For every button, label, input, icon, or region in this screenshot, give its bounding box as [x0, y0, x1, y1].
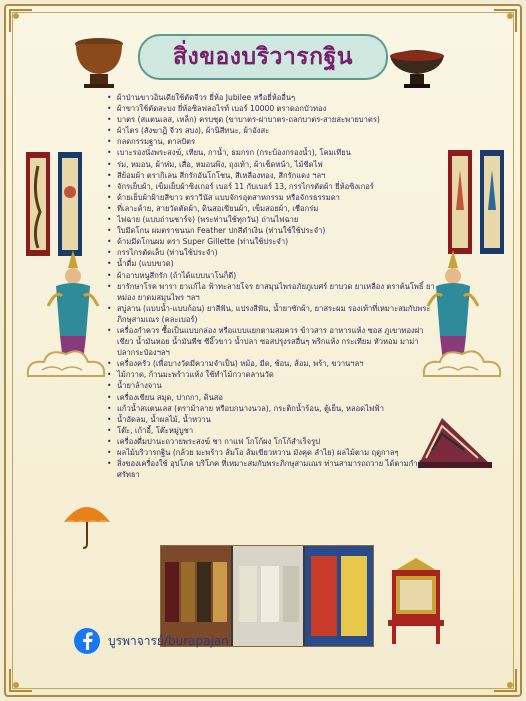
list-item: • จักรเย็บผ้า, เข็มเย็บผ้าซิงเกอร์ เบอร์ 11 กับเบอร์ 13, กรรไกรตัดผ้า ยี่ห้อซิงเกอร์ — [107, 181, 437, 192]
list-item: • ที่เลาะด้าย, สายวัดตัดผ้า, ดินสอเขียนผ้า, เข็มสอยผ้า, เชือกร่ม — [107, 203, 437, 214]
list-item: • กรรไกรตัดเล็บ (ท่านใช้ประจำ) — [107, 247, 437, 258]
list-item: • ใบมีดโกน ผมตราขนนก Feather ปกสีดำเงิน (ท่านใช้ใช้ประจำ) — [107, 225, 437, 236]
list-item: • ด้ายเย็บผ้าฝ้ายสีขาว ตราวีนัส แบบจักรอุตสาหกรรม หรือจักรธรรมดา — [107, 192, 437, 203]
list-item: • น้ำดื่ม (แบบขวด) — [107, 258, 437, 269]
corner-ornament-icon — [492, 8, 518, 34]
list-item: • ด้ามมีดโกนผม ตรา Super Gillette (ท่านใช้ประจำ) — [107, 236, 437, 247]
list-item: • เครื่องดื่มปานะถวายพระสงฆ์ ชา กาแฟ โกโก้ผง โกโก้สำเร็จรูป — [107, 436, 437, 447]
list-item: • ผ้าไตร (สังฆาฏิ จีวร สบง), ผ้านิสีทนะ, ผ้าอังสะ — [107, 125, 437, 136]
list-item: • ไม้กวาด, ก้านมะพร้าวแห้ง ใช้ทำไม้กวาดลานวัด — [107, 369, 437, 380]
offering-bowl-icon — [386, 46, 448, 92]
list-item: • เบาะรองนั่งพระสงฆ์, เทียน, กาน้ำ, ธมกรก (กระบ้องกรองน้ำ), โคมเทียน — [107, 147, 437, 158]
list-item: • น้ำยาล้างจาน — [107, 380, 437, 391]
hanging-scroll-icon — [444, 150, 508, 260]
list-item: • ผลไม้บริวารกฐิน (กล้วย มะพร้าว ส้มโอ ส้มเขียวหวาน มังคุด ลำไย) ผลไม้ตาม ฤดูกาลๆ — [107, 447, 437, 458]
list-item: • ผ้าขาวใช้ตัดสะบง ยี่ห้อซิลฟลอไรท์ เบอร์ 10000 ตราดอกบัวทอง — [107, 103, 437, 114]
facebook-icon[interactable] — [74, 628, 100, 654]
list-item: • เครื่องเขียน สมุด, ปากกา, ดินสอ — [107, 392, 437, 403]
footer-handle[interactable]: บูรพาจารย์/burapajan — [108, 633, 229, 648]
cloud-ornament-icon — [22, 346, 110, 386]
page-title: สิ่งของบริวารกฐิน — [172, 43, 353, 70]
offering-list — [107, 92, 437, 480]
list-item: • บาตร (สแตนเลส, เหล็ก) ครบชุด (ขาบาตร-ฝาบาตร-ถลกบาตร-สายสะพายบาตร) — [107, 114, 437, 125]
corner-ornament-icon — [8, 667, 34, 693]
list-item: • แก้วน้ำสแตนเลส (ตราม้าลาย หรือบกนางนวล), กระติกน้ำร้อน, ตู้เย็น, หลอดไฟฟ้า — [107, 403, 437, 414]
umbrella-icon — [62, 498, 112, 550]
list-item: • สบู่ลาน (แบบน้ำ-แบบก้อน) ยาสีฟัน, แปรงสีฟัน, น้ำยาซักผ้า, ยาสระผม รองเท้าที่เหมาะสมกับพระภิกษุสามเณร (คละเบอร์) — [107, 303, 437, 325]
list-item: • ผ้าป่านขาวอินเดียใช้ตัดจีวร ยี่ห้อ Jubilee หรือยี่ห้ออื่นๆ — [107, 92, 437, 103]
list-item: • ผ้าอาบหนูสีกรัก (ถ้าได้แบบนาโนก็ดี) — [107, 270, 437, 281]
corner-ornament-icon — [492, 667, 518, 693]
list-item: • เครื่องครัว (เพื่อบางวัดมีความจำเป็น) หม้อ, มีด, ช้อน, ส้อม, พร้า, ขวานฯลฯ — [107, 358, 437, 369]
list-item: • ร่ม, หมอน, ผ้าห่ม, เสื่อ, หมอนพิง, ถุงเท้า, ผ้าเช็ดหน้า, ไม้ขีดไฟ — [107, 159, 437, 170]
corner-ornament-icon — [8, 8, 34, 34]
list-item: • โต๊ะ, เก้าอี้, โต๊ะหมู่บูชา — [107, 425, 437, 436]
list-item: • กลดกรรมฐาน, ตาลปัตร — [107, 136, 437, 147]
facebook-logo-icon — [80, 632, 94, 650]
list-item: • ไฟฉาย (แบบถ่านชาร์จ) (พระท่านใช้ทุกวัน) ถ่านไฟฉาย — [107, 214, 437, 225]
list-item: • สีย้อมผ้า ตรากิเลน สีกรักอันโกโชน, สีเหลืองทอง, สีกรักแดง ฯลฯ — [107, 170, 437, 181]
title-banner — [138, 34, 388, 80]
list-item: • เครื่องกำควร ซื้อเป็นแบบกล่อง หรือแบบแยกตามสมควร ข้าวสาร อาหารแห้ง ซอส ภูเขาทองฝาเขียว น้ำมันหอย น้ำมันพืช ซีอิ๊วขาว น้ำปลา ซอสปรุงรสอื่นๆ พริกแห้ง กระเทียม หัวหอม มาม่า ปลากระป๋องฯลฯ — [107, 325, 437, 358]
footer — [74, 628, 229, 654]
shrine-cabinet-icon — [382, 556, 450, 648]
list-item: • น้ำอัดลม, น้ำผลไม้, น้ำหวาน — [107, 414, 437, 425]
alms-bowl-icon — [68, 32, 130, 90]
list-item: • ยารักษาโรค พารา ยาแก้ไอ ฟ้าทะลายโจร ยาสมุนไพรอภัยภูเบศร์ ยาบวด ยาเหลือง ตราต้นโพธิ์ ยาหม่อง ยาดมสมุนไพร ฯลฯ — [107, 281, 437, 303]
list-item: • สิ่งของเครื่องใช้ อุปโภค บริโภค ที่เหมาะสมกับพระภิกษุสามเณร ท่านสามารถถวาย ได้ตามกำลังศรัทธา — [107, 458, 437, 480]
